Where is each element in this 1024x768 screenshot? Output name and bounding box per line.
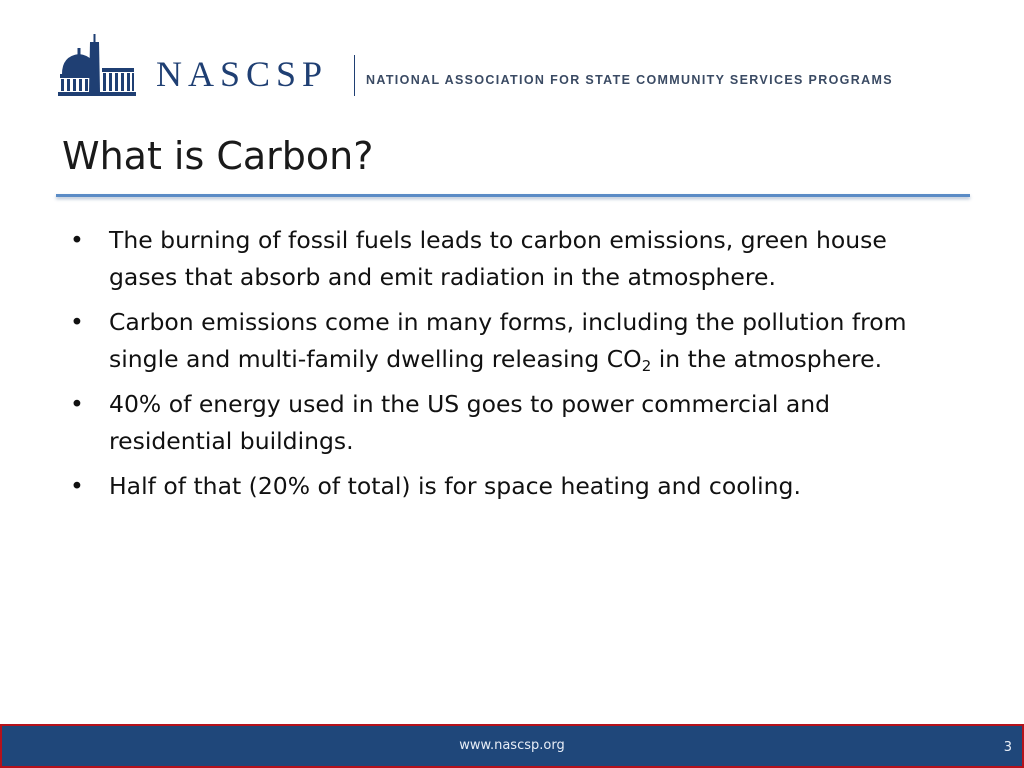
bullet-text-before-subscript: Carbon emissions come in many forms, including the pollution from single and multi-family dwelling releasing CO	[109, 308, 907, 373]
footer-bar	[0, 724, 1024, 768]
bullet-text	[109, 308, 907, 373]
bullet-dot: •	[70, 472, 84, 500]
bullet-text: The burning of fossil fuels leads to carbon emissions, green house gases that absorb and emit radiation in the atmosphere.	[109, 226, 887, 291]
title-divider	[56, 194, 970, 197]
bullet-list	[70, 222, 950, 513]
org-acronym: NASCSP	[156, 54, 329, 94]
org-full-name: NATIONAL ASSOCIATION FOR STATE COMMUNITY SERVICES PROGRAMS	[366, 73, 893, 87]
slide-title: What is Carbon?	[62, 134, 374, 178]
header-divider	[354, 55, 355, 96]
bullet-item	[70, 304, 950, 378]
capitol-building-icon	[58, 34, 136, 96]
bullet-dot: •	[70, 226, 84, 254]
bullet-dot: •	[70, 390, 84, 418]
co2-subscript: 2	[641, 357, 652, 375]
slide-number: 3	[1003, 740, 1012, 755]
bullet-text: 40% of energy used in the US goes to power commercial and residential buildings.	[109, 390, 831, 455]
bullet-item	[70, 222, 950, 296]
footer-url[interactable]: www.nascsp.org	[459, 738, 565, 753]
bullet-text: Half of that (20% of total) is for space heating and cooling.	[109, 472, 801, 500]
bullet-text-after-subscript: in the atmosphere.	[651, 345, 883, 373]
bullet-dot: •	[70, 308, 84, 336]
bullet-item	[70, 386, 950, 460]
bullet-item	[70, 468, 950, 505]
